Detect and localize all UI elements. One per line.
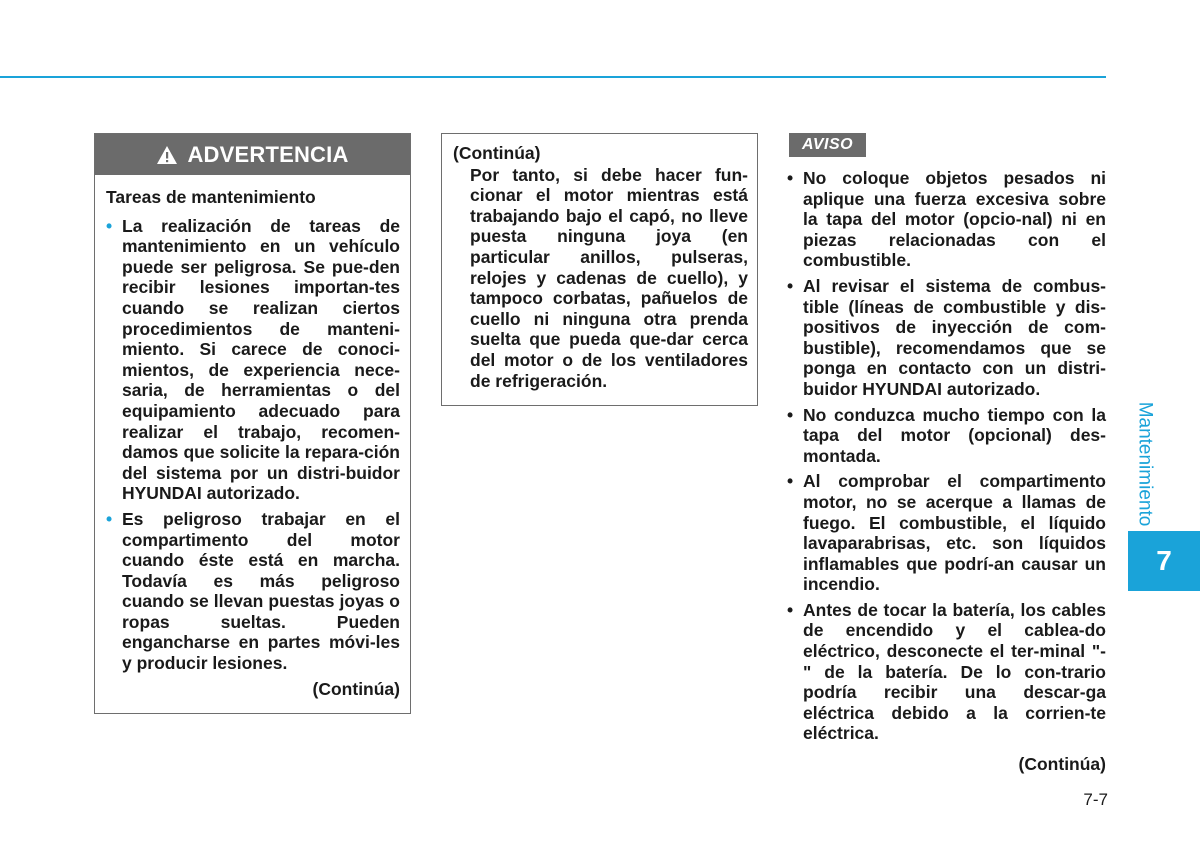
warning-body — [95, 175, 410, 699]
list-item-text: Al comprobar el compartimento motor, no se acerque a llamas de fuego. El combustible, el líquido lavaparabrisas, etc. son líquidos inflamables que podrí-an causar un incendio. — [803, 471, 1106, 595]
warning-subtitle: Tareas de mantenimiento — [106, 187, 316, 207]
bullet-icon: • — [787, 599, 794, 620]
warning-box — [94, 133, 411, 714]
list-item — [787, 276, 1106, 400]
continued-text: Por tanto, si debe hacer fun-cionar el motor mientras está trabajando bajo el capó, no lleve puesta ninguna joya (en particular anillos, pulseras, relojes y cadenas de cuello), y tampoco corbatas, pañuelos de cuello ni ninguna otra prenda suelta que pueda que-dar cerca del motor o de los ventiladores de refrigeración. — [470, 164, 748, 391]
list-item — [787, 405, 1106, 467]
list-item — [787, 471, 1106, 595]
bullet-icon: • — [787, 471, 794, 492]
bullet-icon: • — [787, 404, 794, 425]
list-item-text: Es peligroso trabajar en el compartimento del motor cuando éste está en marcha. Todavía es más peligroso cuando se llevan puestas joyas o ropas sueltas. Pueden engancharse en partes móvi-les y producir lesiones. — [122, 508, 400, 674]
list-item-text: No conduzca mucho tiempo con la tapa del motor (opcional) des-montada. — [803, 404, 1106, 466]
bullet-icon: • — [106, 215, 113, 236]
page-number: 7-7 — [1083, 790, 1108, 809]
top-rule — [0, 76, 1106, 78]
list-item — [106, 216, 400, 504]
notice-list — [787, 168, 1106, 744]
list-item — [787, 168, 1106, 271]
list-item — [787, 600, 1106, 744]
list-item-text: Antes de tocar la batería, los cables de encendido y el cablea-do eléctrico, desconecte el ter-minal "-" de la batería. De lo con-trario podría recibir una descar-ga eléctrica debido a la corrien-te eléctrica. — [803, 599, 1106, 744]
continued-title: (Continúa) — [453, 143, 541, 163]
list-item-text: La realización de tareas de mantenimiento en un vehículo puede ser peligrosa. Se pue-den recibir lesiones importan-tes cuando se realizan ciertos procedimientos de manteni-miento. Si carece de conoci-mientos, de experiencia nece-saria, de herramientas o del equipamiento adecuado para realizar el trabajo, recomen-damos que solicite la repara-ción del sistema por un distri-buidor HYUNDAI autorizado. — [122, 215, 400, 504]
list-item — [106, 509, 400, 674]
continued-box — [441, 133, 758, 406]
warning-continues: (Continúa) — [312, 678, 400, 699]
section-side-label — [1116, 398, 1172, 530]
bullet-icon: • — [787, 275, 794, 296]
chapter-number: 7 — [1156, 545, 1172, 576]
warning-header — [95, 134, 410, 175]
warning-triangle-icon — [156, 145, 178, 165]
bullet-icon: • — [106, 508, 113, 529]
section-name: Mantenimiento — [1134, 401, 1155, 527]
list-item-text: No coloque objetos pesados ni aplique una fuerza excesiva sobre la tapa del motor (opcio-nal) ni en piezas relacionadas con el combustible. — [803, 168, 1106, 271]
notice-section — [787, 168, 1106, 775]
bullet-icon: • — [787, 168, 794, 188]
warning-list — [106, 216, 400, 674]
notice-continues: (Continúa) — [1018, 754, 1106, 775]
chapter-tab — [1128, 531, 1200, 591]
list-item-text: Al revisar el sistema de combus-tible (líneas de combustible y dis-positivos de inyección de com-bustible), recomendamos que se ponga en contacto con un distri-buidor HYUNDAI autorizado. — [803, 275, 1106, 399]
notice-label: AVISO — [789, 133, 866, 157]
warning-title: ADVERTENCIA — [187, 141, 349, 167]
